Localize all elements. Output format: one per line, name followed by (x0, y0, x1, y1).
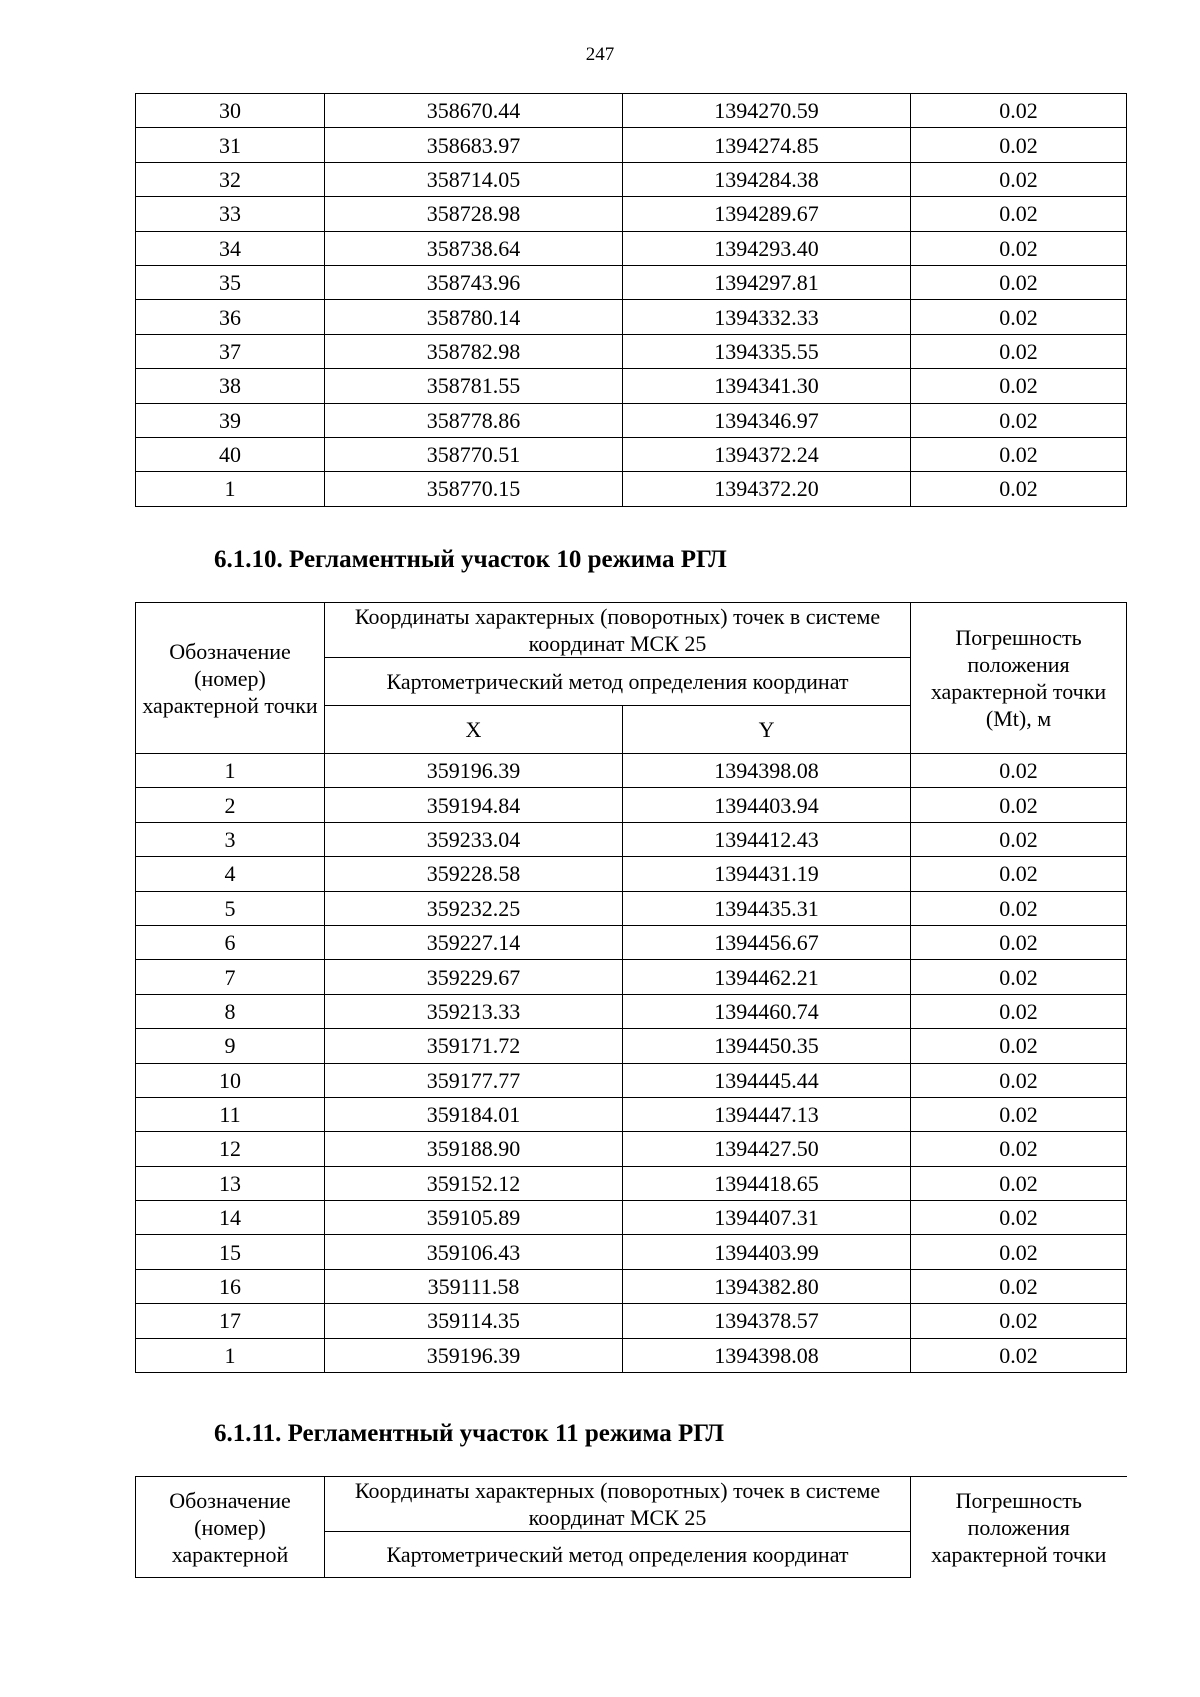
table-row (136, 1201, 1127, 1235)
table-row (136, 1269, 1127, 1303)
point-number-cell: 7 (136, 960, 325, 994)
error-cell: 0.02 (911, 1063, 1127, 1097)
table-row (136, 891, 1127, 925)
error-cell: 0.02 (911, 94, 1127, 128)
section-heading-10: 6.1.10. Регламентный участок 10 режима РГЛ (214, 546, 727, 573)
point-number-cell: 3 (136, 822, 325, 856)
error-cell: 0.02 (911, 1166, 1127, 1200)
table-row (136, 1304, 1127, 1338)
y-coordinate-cell: 1394431.19 (623, 857, 911, 891)
table-row (136, 857, 1127, 891)
point-number-cell: 1 (136, 754, 325, 788)
point-number-cell: 37 (136, 334, 325, 368)
y-header: Y (623, 706, 911, 754)
x-coordinate-cell: 359232.25 (325, 891, 623, 925)
point-number-cell: 1 (136, 1338, 325, 1372)
x-coordinate-cell: 359229.67 (325, 960, 623, 994)
x-coordinate-cell: 358782.98 (325, 334, 623, 368)
x-coordinate-cell: 359188.90 (325, 1132, 623, 1166)
error-cell: 0.02 (911, 857, 1127, 891)
x-coordinate-cell: 358780.14 (325, 300, 623, 334)
coordinates-table-10 (135, 602, 1127, 1373)
point-number-cell: 13 (136, 1166, 325, 1200)
table-header (136, 1477, 1127, 1578)
x-coordinate-cell: 359233.04 (325, 822, 623, 856)
x-coordinate-cell: 359194.84 (325, 788, 623, 822)
x-coordinate-cell: 359152.12 (325, 1166, 623, 1200)
point-number-cell: 11 (136, 1097, 325, 1131)
point-number-cell: 36 (136, 300, 325, 334)
coordinates-header: Координаты характерных (поворотных) точек в системе координат МСК 25 (325, 603, 911, 658)
x-coordinate-cell: 359106.43 (325, 1235, 623, 1269)
coordinates-table-continued (135, 93, 1127, 507)
point-number-cell: 14 (136, 1201, 325, 1235)
point-number-header: Обозначение (номер) характерной (136, 1477, 325, 1578)
error-cell: 0.02 (911, 128, 1127, 162)
section-heading-11: 6.1.11. Регламентный участок 11 режима РГЛ (214, 1420, 724, 1447)
point-number-cell: 34 (136, 231, 325, 265)
table-row (136, 822, 1127, 856)
x-coordinate-cell: 358728.98 (325, 197, 623, 231)
y-coordinate-cell: 1394284.38 (623, 162, 911, 196)
x-coordinate-cell: 358743.96 (325, 265, 623, 299)
y-coordinate-cell: 1394346.97 (623, 403, 911, 437)
y-coordinate-cell: 1394460.74 (623, 994, 911, 1028)
table-row (136, 94, 1127, 128)
point-number-cell: 17 (136, 1304, 325, 1338)
x-coordinate-cell: 358738.64 (325, 231, 623, 265)
point-number-cell: 10 (136, 1063, 325, 1097)
coordinates-table-11 (135, 1476, 1127, 1578)
point-number-cell: 5 (136, 891, 325, 925)
y-coordinate-cell: 1394447.13 (623, 1097, 911, 1131)
error-cell: 0.02 (911, 300, 1127, 334)
point-number-header: Обозначение (номер) характерной точки (136, 603, 325, 754)
point-number-cell: 4 (136, 857, 325, 891)
error-cell: 0.02 (911, 1029, 1127, 1063)
y-coordinate-cell: 1394372.20 (623, 472, 911, 506)
x-coordinate-cell: 359228.58 (325, 857, 623, 891)
x-header: X (325, 706, 623, 754)
point-number-cell: 30 (136, 94, 325, 128)
error-cell: 0.02 (911, 197, 1127, 231)
error-cell: 0.02 (911, 891, 1127, 925)
error-cell: 0.02 (911, 1235, 1127, 1269)
error-cell: 0.02 (911, 265, 1127, 299)
error-cell: 0.02 (911, 1338, 1127, 1372)
error-cell: 0.02 (911, 472, 1127, 506)
table-body (136, 94, 1127, 507)
point-number-cell: 9 (136, 1029, 325, 1063)
error-cell: 0.02 (911, 1132, 1127, 1166)
point-number-cell: 39 (136, 403, 325, 437)
x-coordinate-cell: 359213.33 (325, 994, 623, 1028)
table-row (136, 754, 1127, 788)
error-header: Погрешность положения характерной точки (911, 1477, 1127, 1578)
x-coordinate-cell: 359171.72 (325, 1029, 623, 1063)
table-row (136, 1338, 1127, 1372)
table-row (136, 960, 1127, 994)
table-row (136, 1166, 1127, 1200)
x-coordinate-cell: 359196.39 (325, 1338, 623, 1372)
y-coordinate-cell: 1394289.67 (623, 197, 911, 231)
error-cell: 0.02 (911, 162, 1127, 196)
error-cell: 0.02 (911, 231, 1127, 265)
table-row (136, 1097, 1127, 1131)
x-coordinate-cell: 358770.15 (325, 472, 623, 506)
table-row (136, 437, 1127, 471)
table-row (136, 1063, 1127, 1097)
point-number-cell: 31 (136, 128, 325, 162)
table-row (136, 472, 1127, 506)
y-coordinate-cell: 1394274.85 (623, 128, 911, 162)
table-header (136, 603, 1127, 754)
error-cell: 0.02 (911, 369, 1127, 403)
error-cell: 0.02 (911, 1201, 1127, 1235)
y-coordinate-cell: 1394462.21 (623, 960, 911, 994)
coordinates-header: Координаты характерных (поворотных) точек в системе координат МСК 25 (325, 1477, 911, 1532)
x-coordinate-cell: 359184.01 (325, 1097, 623, 1131)
point-number-cell: 32 (136, 162, 325, 196)
y-coordinate-cell: 1394435.31 (623, 891, 911, 925)
error-cell: 0.02 (911, 1269, 1127, 1303)
error-cell: 0.02 (911, 994, 1127, 1028)
error-header: Погрешность положения характерной точки (Mt), м (911, 603, 1127, 754)
point-number-cell: 12 (136, 1132, 325, 1166)
table-row (136, 994, 1127, 1028)
method-header: Картометрический метод определения координат (325, 1532, 911, 1578)
y-coordinate-cell: 1394403.94 (623, 788, 911, 822)
x-coordinate-cell: 358670.44 (325, 94, 623, 128)
error-cell: 0.02 (911, 1304, 1127, 1338)
point-number-cell: 2 (136, 788, 325, 822)
point-number-cell: 16 (136, 1269, 325, 1303)
point-number-cell: 33 (136, 197, 325, 231)
table-row (136, 403, 1127, 437)
page-number: 247 (585, 44, 615, 65)
error-cell: 0.02 (911, 925, 1127, 959)
y-coordinate-cell: 1394398.08 (623, 1338, 911, 1372)
y-coordinate-cell: 1394382.80 (623, 1269, 911, 1303)
x-coordinate-cell: 359105.89 (325, 1201, 623, 1235)
point-number-cell: 35 (136, 265, 325, 299)
x-coordinate-cell: 359227.14 (325, 925, 623, 959)
table-row (136, 369, 1127, 403)
y-coordinate-cell: 1394378.57 (623, 1304, 911, 1338)
table-row (136, 197, 1127, 231)
x-coordinate-cell: 359196.39 (325, 754, 623, 788)
x-coordinate-cell: 358781.55 (325, 369, 623, 403)
table-row (136, 788, 1127, 822)
point-number-cell: 6 (136, 925, 325, 959)
y-coordinate-cell: 1394297.81 (623, 265, 911, 299)
error-cell: 0.02 (911, 437, 1127, 471)
y-coordinate-cell: 1394445.44 (623, 1063, 911, 1097)
x-coordinate-cell: 358778.86 (325, 403, 623, 437)
error-cell: 0.02 (911, 334, 1127, 368)
y-coordinate-cell: 1394372.24 (623, 437, 911, 471)
table-body (136, 754, 1127, 1373)
error-cell: 0.02 (911, 754, 1127, 788)
y-coordinate-cell: 1394456.67 (623, 925, 911, 959)
table-row (136, 1235, 1127, 1269)
table-row (136, 1029, 1127, 1063)
y-coordinate-cell: 1394341.30 (623, 369, 911, 403)
point-number-cell: 40 (136, 437, 325, 471)
y-coordinate-cell: 1394293.40 (623, 231, 911, 265)
error-cell: 0.02 (911, 788, 1127, 822)
x-coordinate-cell: 358770.51 (325, 437, 623, 471)
y-coordinate-cell: 1394450.35 (623, 1029, 911, 1063)
table-row (136, 300, 1127, 334)
error-cell: 0.02 (911, 403, 1127, 437)
x-coordinate-cell: 359111.58 (325, 1269, 623, 1303)
y-coordinate-cell: 1394407.31 (623, 1201, 911, 1235)
x-coordinate-cell: 358714.05 (325, 162, 623, 196)
x-coordinate-cell: 359177.77 (325, 1063, 623, 1097)
y-coordinate-cell: 1394427.50 (623, 1132, 911, 1166)
y-coordinate-cell: 1394398.08 (623, 754, 911, 788)
method-header: Картометрический метод определения координат (325, 658, 911, 706)
y-coordinate-cell: 1394403.99 (623, 1235, 911, 1269)
x-coordinate-cell: 359114.35 (325, 1304, 623, 1338)
table-row (136, 265, 1127, 299)
point-number-cell: 38 (136, 369, 325, 403)
error-cell: 0.02 (911, 822, 1127, 856)
error-cell: 0.02 (911, 960, 1127, 994)
table-row (136, 231, 1127, 265)
table-row (136, 925, 1127, 959)
y-coordinate-cell: 1394335.55 (623, 334, 911, 368)
y-coordinate-cell: 1394332.33 (623, 300, 911, 334)
error-cell: 0.02 (911, 1097, 1127, 1131)
point-number-cell: 1 (136, 472, 325, 506)
x-coordinate-cell: 358683.97 (325, 128, 623, 162)
y-coordinate-cell: 1394270.59 (623, 94, 911, 128)
y-coordinate-cell: 1394412.43 (623, 822, 911, 856)
y-coordinate-cell: 1394418.65 (623, 1166, 911, 1200)
table-row (136, 334, 1127, 368)
point-number-cell: 8 (136, 994, 325, 1028)
table-row (136, 162, 1127, 196)
point-number-cell: 15 (136, 1235, 325, 1269)
table-row (136, 1132, 1127, 1166)
table-row (136, 128, 1127, 162)
